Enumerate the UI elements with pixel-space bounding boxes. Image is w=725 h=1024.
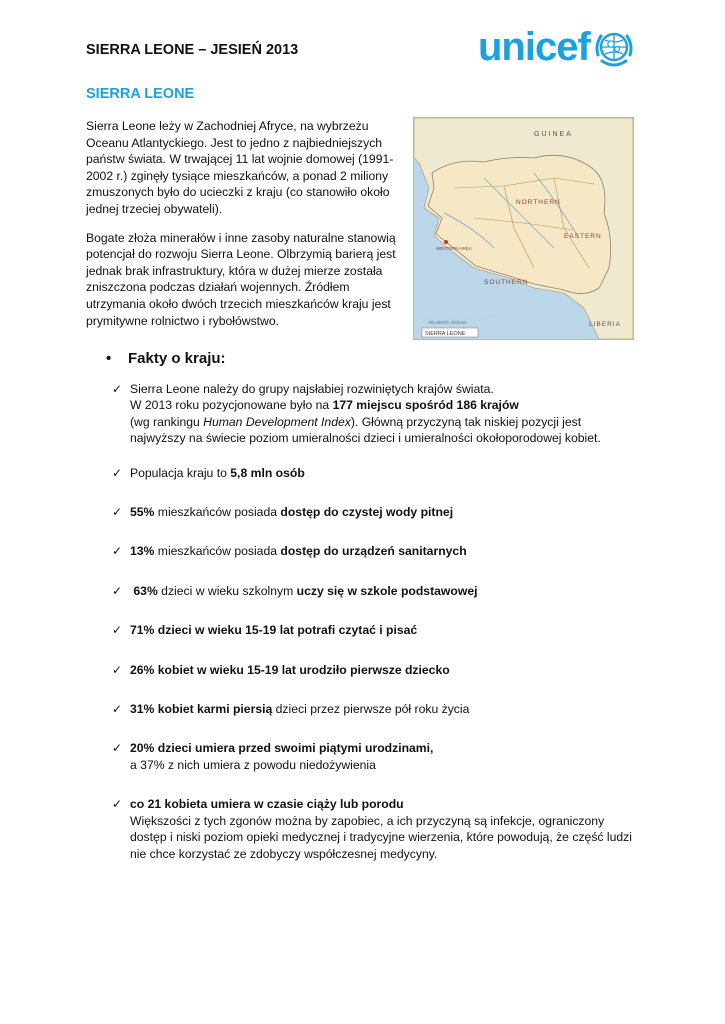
checkmark-icon: ✓ <box>112 382 123 396</box>
checkmark-icon: ✓ <box>112 741 123 756</box>
checkmark-icon: ✓ <box>112 623 123 638</box>
checkmark-icon: ✓ <box>112 544 123 559</box>
section-title: SIERRA LEONE <box>86 86 195 102</box>
intro-paragraph-1: Sierra Leone leży w Zachodniej Afryce, na wybrzeżu Oceanu Atlantyckiego. Jest to jedno z najbiedniejszych państw świata. W trwającej 11 lat wojnie domowej (1991-2002 r.) zginęły tysiące mieszkańców, a ponad 2 miliony zmuszonych było do ucieczki z kraju (co stanowiło około jednej trzeciej obywateli). <box>86 119 394 216</box>
fact-item: ✓ Populacja kraju to 5,8 mln osób <box>112 465 305 480</box>
fact-item: ✓ 20% dzieci umiera przed swoimi piątymi urodzinami, a 37% z nich umiera z powodu niedożywienia <box>112 741 434 772</box>
fact-item: ✓ Sierra Leone należy do grupy najsłabiej rozwiniętych krajów świata. W 2013 roku pozycjonowane było na 177 miejscu spośród 186 krajów (wg rankingu Human Development Index). Główną przyczyną tak niskiej pozycji jest najwyższy na świecie poziom umieralności dzieci i umieralności okołoporodowej kobiet. <box>112 382 601 446</box>
fact-item: ✓ 63% dzieci w wieku szkolnym uczy się w szkole podstawowej <box>112 583 478 598</box>
intro-paragraph-2: Bogate złoża minerałów i inne zasoby naturalne stanowią potencjał do rozwoju Sierra Leone. Olbrzymią barierą jest jednak brak infrastruktury, która w dużej mierze została zniszczona podczas działań wojennych. Źródłem utrzymania około dwóch trzecich mieszkańców kraju jest prymitywne rolnictwo i rybołówstwo. <box>86 230 396 328</box>
map-label-ocean: ATLANTIC OCEAN <box>428 320 467 325</box>
checkmark-icon: ✓ <box>112 702 123 717</box>
map-label-western: WESTERN AREA <box>436 246 472 251</box>
map-label-country: SIERRA LEONE <box>425 331 466 337</box>
logo-text: unicef <box>478 25 590 69</box>
fact-item: ✓ 31% kobiet karmi piersią dzieci przez pierwsze pół roku życia <box>112 702 470 717</box>
sierra-leone-map <box>413 117 634 340</box>
checkmark-icon: ✓ <box>112 465 123 480</box>
checkmark-icon: ✓ <box>112 662 123 677</box>
checkmark-icon: ✓ <box>112 505 123 520</box>
fact-item: ✓ 55% mieszkańców posiada dostęp do czystej wody pitnej <box>112 505 454 520</box>
facts-heading-text: Fakty o kraju: <box>128 350 226 367</box>
fact-item: ✓ 71% dzieci w wieku 15-19 lat potrafi czytać i pisać <box>112 623 418 638</box>
checkmark-icon: ✓ <box>112 797 123 812</box>
page-header-title: SIERRA LEONE – JESIEŃ 2013 <box>86 42 299 58</box>
map-label-liberia: LIBERIA <box>589 321 621 328</box>
map-label-eastern: EASTERN <box>564 233 602 240</box>
unicef-emblem-icon <box>592 25 636 69</box>
fact-item: ✓ co 21 kobieta umiera w czasie ciąży lub porodu Większości z tych zgonów można by zapobiec, a ich przyczyną są infekcje, ograniczony dostęp i niski poziom opieki medycznej i tradycyjne wierzenia, które powodują, że część ludzi nie chce korzystać ze zdobyczy współczesnej medycyny. <box>112 797 632 861</box>
intro-text <box>86 118 396 341</box>
facts-list <box>112 381 652 862</box>
facts-heading <box>106 350 226 367</box>
bullet-icon: • <box>106 350 112 367</box>
unicef-logo <box>478 22 638 72</box>
checkmark-icon: ✓ <box>112 583 123 598</box>
map-label-northern: NORTHERN <box>516 199 561 206</box>
map-drawing <box>414 118 633 339</box>
map-label-southern: SOUTHERN <box>484 279 529 286</box>
map-label-guinea: GUINEA <box>534 131 573 138</box>
fact-item: ✓ 26% kobiet w wieku 15-19 lat urodziło pierwsze dziecko <box>112 662 450 677</box>
fact-item: ✓ 13% mieszkańców posiada dostęp do urządzeń sanitarnych <box>112 544 467 559</box>
